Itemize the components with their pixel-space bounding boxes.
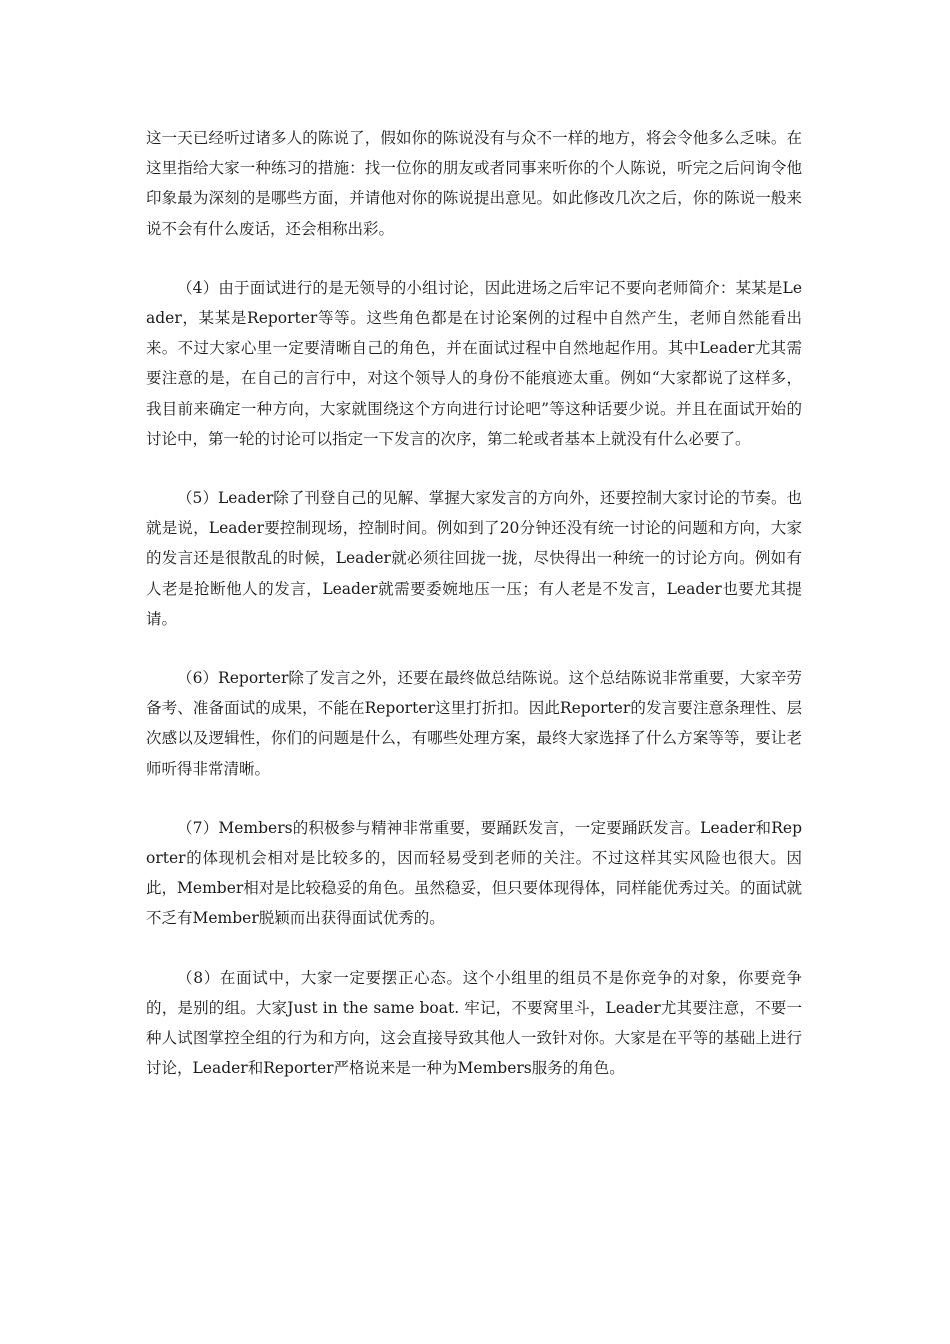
paragraph-point-7: （7）Members的积极参与精神非常重要，要踊跃发言，一定要踊跃发言。Leader和Reporter的体现机会相对是比较多的，因而轻易受到老师的关注。不过这样其实风险也很大。因此，Member相对是比较稳妥的角色。虽然稳妥，但只要体现得体，同样能优秀过关。的面试就不乏有Member脱颖而出获得面试优秀的。: [146, 818, 802, 928]
document-page: [146, 123, 802, 1112]
paragraph-continuation: 这一天已经听过诸多人的陈说了，假如你的陈说没有与众不一样的地方，将会令他多么乏味。在这里指给大家一种练习的措施：找一位你的朋友或者同事来听你的个人陈说，听完之后问询令他印象最为深刻的是哪些方面，并请他对你的陈说提出意见。如此修改几次之后，你的陈说一般来说不会有什么废话，还会相称出彩。: [146, 129, 802, 238]
paragraph-point-8: （8）在面试中，大家一定要摆正心态。这个小组里的组员不是你竞争的对象，你要竞争的，是别的组。大家Just in the same boat. 牢记，不要窝里斗，Leader尤其要注意，不要一种人试图掌控全组的行为和方向，这会直接导致其他人一致针对你。大家是在平等的基础上进行讨论，Leader和Reporter严格说来是一种为Members服务的角色。: [146, 968, 802, 1078]
paragraph-point-5: （5）Leader除了刊登自己的见解、掌握大家发言的方向外，还要控制大家讨论的节奏。也就是说，Leader要控制现场，控制时间。例如到了20分钟还没有统一讨论的问题和方向，大家的发言还是很散乱的时候，Leader就必须往回拢一拢，尽快得出一种统一的讨论方向。例如有人老是抢断他人的发言，Leader就需要委婉地压一压；有人老是不发言，Leader也要尤其提请。: [146, 489, 802, 628]
paragraph-point-6: （6）Reporter除了发言之外，还要在最终做总结陈说。这个总结陈说非常重要，大家辛劳备考、准备面试的成果，不能在Reporter这里打折扣。因此Reporter的发言要注意条理性、层次感以及逻辑性，你们的问题是什么，有哪些处理方案，最终大家选择了什么方案等等，要让老师听得非常清晰。: [146, 669, 802, 778]
paragraph-point-4: （4）由于面试进行的是无领导的小组讨论，因此进场之后牢记不要向老师简介：某某是Leader，某某是Reporter等等。这些角色都是在讨论案例的过程中自然产生，老师自然能看出来。不过大家心里一定要清晰自己的角色，并在面试过程中自然地起作用。其中Leader尤其需要注意的是，在自己的言行中，对这个领导人的身份不能痕迹太重。例如“大家都说了这样多，我目前来确定一种方向，大家就围绕这个方向进行讨论吧”等这种话要少说。并且在面试开始的讨论中，第一轮的讨论可以指定一下发言的次序，第二轮或者基本上就没有什么必要了。: [146, 278, 802, 448]
